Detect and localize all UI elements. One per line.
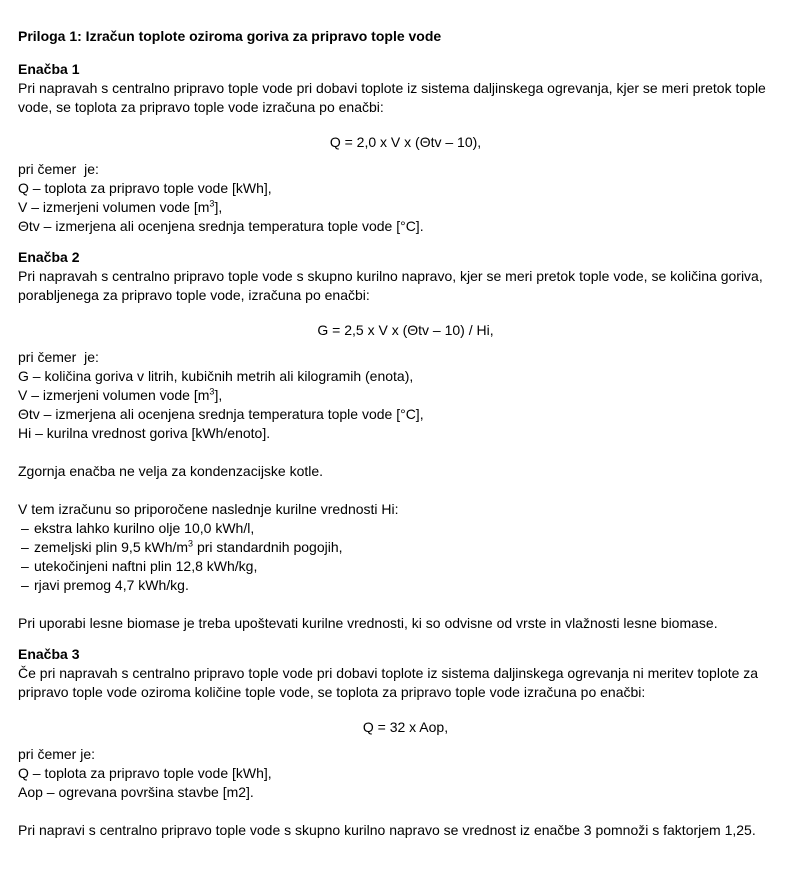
section-enacba-3 [18, 645, 793, 840]
section-heading-enacba-1: Enačba 1 [18, 61, 80, 77]
note-condensing-boilers: Zgornja enačba ne velja za kondenzacijske kotle. [18, 463, 324, 479]
paragraph-intro-eq3: Če pri napravah s centralno pripravo tople vode pri dobavi toplote iz sistema daljinskega ogrevanja ni meritev toplote za pripravo tople vode oziroma količine tople vode, se toplota za pripravo tople vode izračuna po enačbi: [18, 665, 762, 700]
note-factor: Pri napravi s centralno pripravo tople vode s skupno kurilno napravo se vrednost iz enačbe 3 pomnoži s faktorjem 1,25. [18, 822, 756, 838]
definition-v-eq2 [18, 386, 793, 405]
paragraph-intro-eq2: Pri napravah s centralno pripravo tople vode s skupno kurilno napravo, kjer se meri pretok tople vode, se količina goriva, porabljenega za pripravo tople vode, izračuna po enačbi: [18, 268, 767, 303]
text-segment: rjavi premog 4,7 kWh/kg. [34, 577, 189, 593]
text-segment: utekočinjeni naftni plin 12,8 kWh/kg, [34, 558, 258, 574]
text-segment: V – izmerjeni volumen vode [m [18, 387, 210, 403]
superscript-3: 3 [209, 198, 215, 209]
definition-q-eq1: Q – toplota za pripravo tople vode [kWh], [18, 180, 272, 196]
bullet-dash: – [21, 577, 29, 593]
text-segment: V – izmerjeni volumen vode [m [18, 199, 210, 215]
formula-eq2: G = 2,5 x V x (Θtv – 10) / Hi, [317, 322, 494, 338]
list-item-heating-oil [18, 519, 793, 538]
section-heading-enacba-3: Enačba 3 [18, 646, 80, 662]
bullet-dash: – [21, 520, 29, 536]
superscript-3: 3 [209, 386, 215, 397]
list-item-lpg [18, 557, 793, 576]
where-label-eq2: pri čemer je: [18, 349, 99, 365]
section-enacba-1 [18, 60, 793, 236]
text-segment: ], [214, 199, 223, 215]
text-segment: ekstra lahko kurilno olje 10,0 kWh/l, [34, 520, 255, 536]
bullet-text [34, 557, 793, 576]
bullet-text [34, 519, 793, 538]
note-biomass: Pri uporabi lesne biomase je treba upoštevati kurilne vrednosti, ki so odvisne od vrste in vlažnosti lesne biomase. [18, 615, 718, 631]
formula-eq3: Q = 32 x Aop, [362, 719, 449, 735]
definition-aop-eq3: Aop – ogrevana površina stavbe [m2]. [18, 784, 254, 800]
where-label-eq1: pri čemer je: [18, 161, 99, 177]
text-segment: zemeljski plin 9,5 kWh/m [34, 539, 189, 555]
definition-g-eq2: G – količina goriva v litrih, kubičnih metrih ali kilogramih (enota), [18, 368, 414, 384]
bullet-dash: – [21, 558, 29, 574]
list-item-brown-coal [18, 576, 793, 595]
bullet-text [34, 576, 793, 595]
definition-theta-eq2: Θtv – izmerjena ali ocenjena srednja temperatura tople vode [°C], [18, 406, 424, 422]
definition-theta-eq1: Θtv – izmerjena ali ocenjena srednja temperatura tople vode [°C]. [18, 218, 424, 234]
document-title: Priloga 1: Izračun toplote oziroma goriva za pripravo tople vode [18, 28, 442, 44]
bullet-dash: – [21, 539, 29, 555]
section-enacba-2 [18, 248, 793, 633]
paragraph-intro-eq1: Pri napravah s centralno pripravo tople vode pri dobavi toplote iz sistema daljinskega ogrevanja, kjer se meri pretok tople vode, se toplota za pripravo tople vode izračuna po enačbi: [18, 80, 770, 115]
where-label-eq3: pri čemer je: [18, 746, 96, 762]
text-segment: pri standardnih pogojih, [193, 539, 343, 555]
bullet-text [34, 538, 793, 557]
list-item-natural-gas [18, 538, 793, 557]
section-heading-enacba-2: Enačba 2 [18, 249, 80, 265]
superscript-3: 3 [188, 538, 194, 549]
text-segment: ], [214, 387, 223, 403]
definition-v-eq1 [18, 198, 793, 217]
definition-hi-eq2: Hi – kurilna vrednost goriva [kWh/enoto]. [18, 425, 271, 441]
formula-eq1: Q = 2,0 x V x (Θtv – 10), [329, 134, 482, 150]
definition-q-eq3: Q – toplota za pripravo tople vode [kWh], [18, 765, 272, 781]
hi-values-intro: V tem izračunu so priporočene naslednje kurilne vrednosti Hi: [18, 501, 399, 517]
